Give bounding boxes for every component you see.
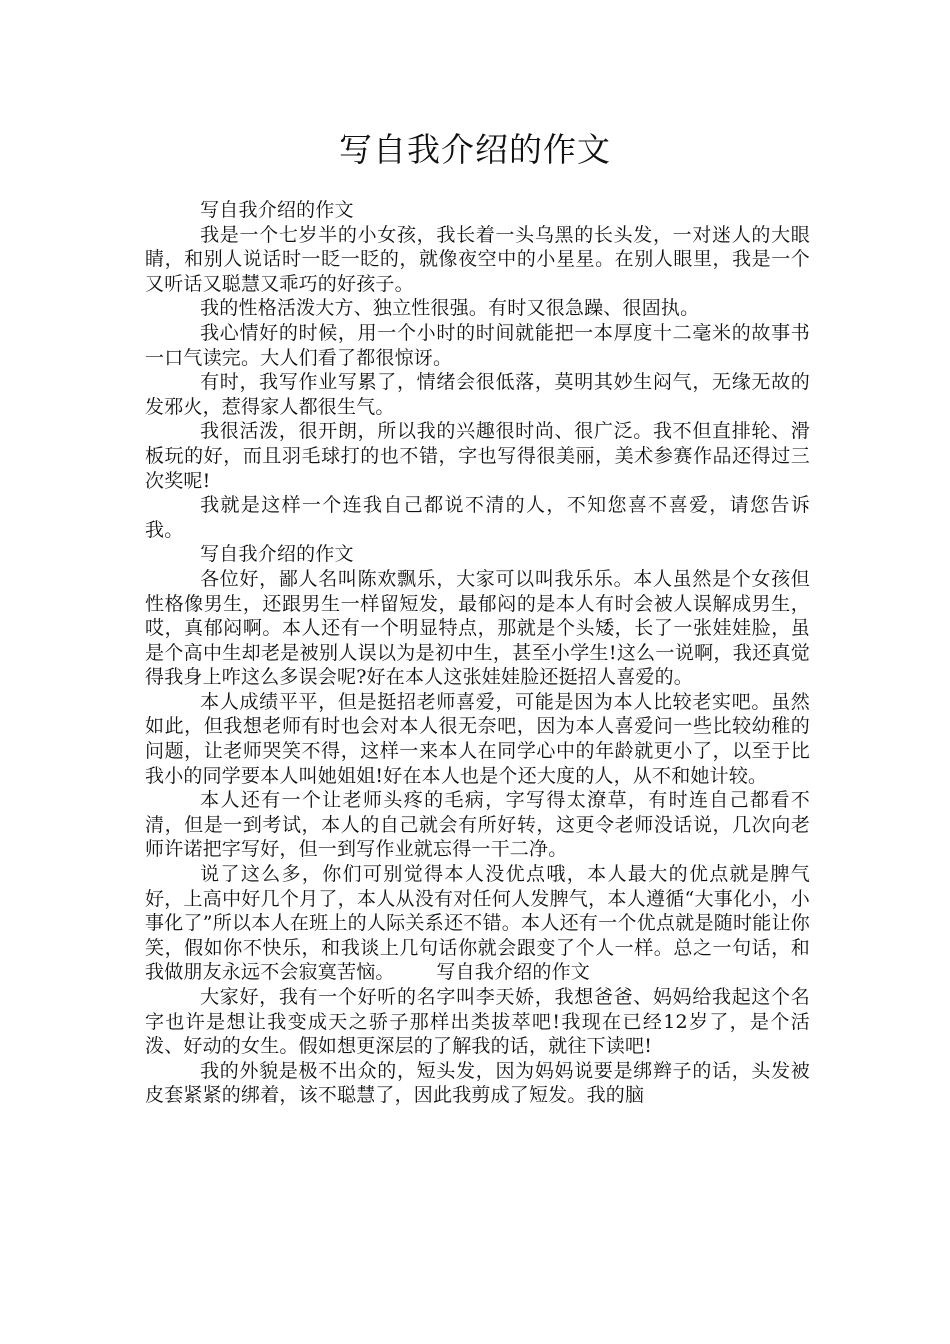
section-heading: 写自我介绍的作文 [200, 543, 354, 566]
paragraph: 本人还有一个让老师头疼的毛病，字写得太潦草，有时连自己都看不清，但是一到考试，本人的自己就会有所好转，这更令老师没话说，几次向老师许诺把字写好，但一到写作业就忘得一干二净。 [145, 789, 810, 861]
paragraph: 有时，我写作业写累了，情绪会很低落，莫明其妙生闷气，无缘无故的发邪火，惹得家人都很生气。 [145, 371, 810, 418]
section-heading: 写自我介绍的作文 [200, 199, 354, 221]
paragraph: 我的性格活泼大方、独立性很强。有时又很急躁、很固执。 [200, 297, 700, 320]
paragraph: 大家好，我有一个好听的名字叫李天娇，我想爸爸、妈妈给我起这个名字也许是想让我变成天之骄子那样出类拔萃吧!我现在已经12岁了，是个活泼、好动的女生。假如想更深层的了解我的话，就往下读吧! [145, 986, 810, 1058]
paragraph: 我是一个七岁半的小女孩，我长着一头乌黑的长头发，一对迷人的大眼睛，和别人说话时一眨一眨的，就像夜空中的小星星。在别人眼里，我是一个又听话又聪慧又乖巧的好孩子。 [145, 223, 810, 295]
document-title: 写自我介绍的作文 [339, 130, 611, 169]
paragraph: 我的外貌是极不出众的，短头发，因为妈妈说要是绑辫子的话，头发被皮套紧紧的绑着，该不聪慧了，因此我剪成了短发。我的脑 [145, 1059, 810, 1107]
paragraph: 我很活泼，很开朗，所以我的兴趣很时尚、很广泛。我不但直排轮、滑板玩的好，而且羽毛球打的也不错，字也写得很美丽，美术参赛作品还得过三次奖呢! [145, 420, 810, 492]
paragraph: 我心情好的时候，用一个小时的时间就能把一本厚度十二毫米的故事书一口气读完。大人们看了都很惊讶。 [145, 321, 810, 369]
section-heading: 写自我介绍的作文 [436, 961, 591, 984]
paragraph: 本人成绩平平，但是挺招老师喜爱，可能是因为本人比较老实吧。虽然如此，但我想老师有时也会对本人很无奈吧，因为本人喜爱问一些比较幼稚的问题，让老师哭笑不得，这样一来本人在同学心中的年龄就更小了，以至于比我小的同学要本人叫她姐姐!好在本人也是个还大度的人，从不和她计较。 [145, 690, 810, 787]
paragraph-text: 说了这么多，你们可别觉得本人没优点哦，本人最大的优点就是脾气好，上高中好几个月了，本人从没有对任何人发脾气，本人遵循“大事化小，小事化了”所以本人在班上的人际关系还不错。本人还有一个优点就是随时能让你笑，假如你不快乐，和我谈上几句话你就会跟变了个人一样。总之一句话，和我做朋友永远不会寂寞苦恼。 [145, 863, 810, 984]
paragraph: 各位好，鄙人名叫陈欢飘乐，大家可以叫我乐乐。本人虽然是个女孩但性格像男生，还跟男生一样留短发，最郁闷的是本人有时会被人误解成男生，哎，真郁闷啊。本人还有一个明显特点，那就是个头矮，长了一张娃娃脸，虽是个高中生却老是被别人误以为是初中生，甚至小学生!这么一说啊，我还真觉得我身上咋这么多误会呢?好在本人这张娃娃脸还挺招人喜爱的。 [145, 567, 810, 689]
paragraph [145, 862, 810, 985]
document-body [145, 198, 810, 1108]
paragraph: 我就是这样一个连我自己都说不清的人，不知您喜不喜爱，请您告诉我。 [145, 494, 810, 541]
